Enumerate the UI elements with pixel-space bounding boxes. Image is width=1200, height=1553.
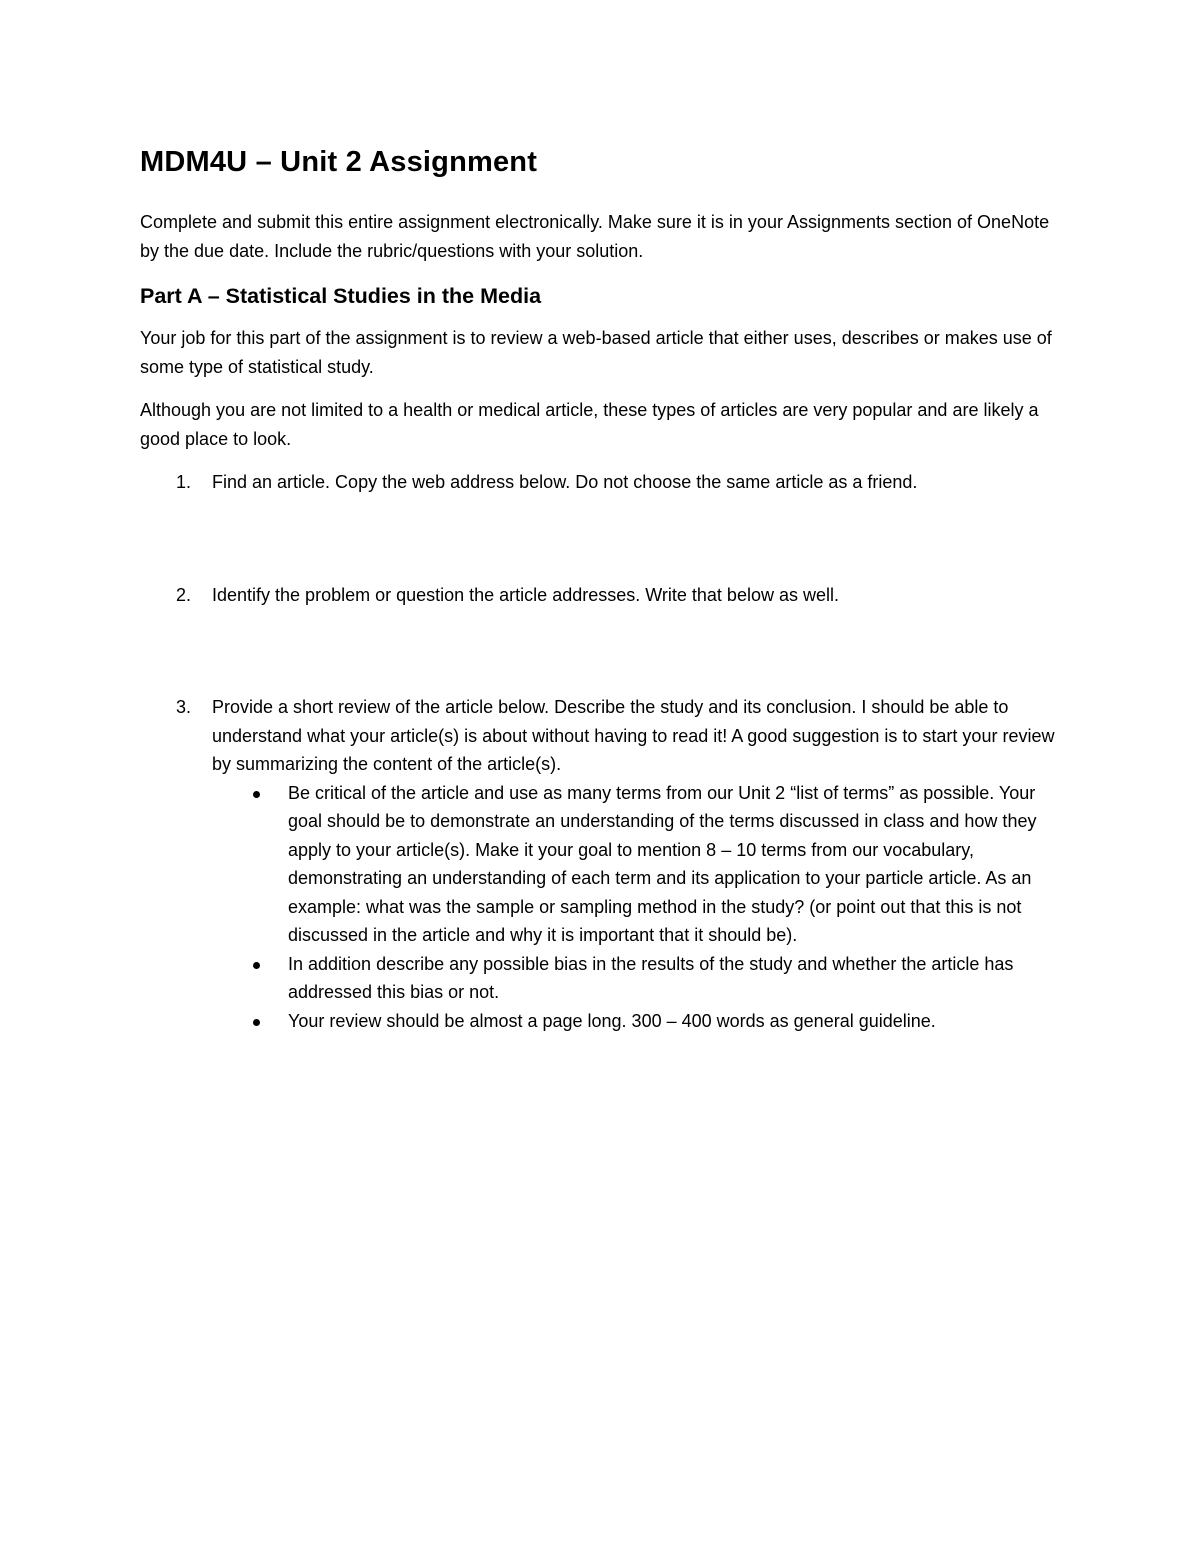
- bullet-item-1: [140, 779, 1060, 950]
- bullet-list: [212, 779, 1060, 1036]
- bullet-text: Be critical of the article and use as many terms from our Unit 2 “list of terms” as possible. Your goal should be to demonstrate an understanding of the terms discussed in class and how they apply to your article(s). Make it your goal to mention 8 – 10 terms from our vocabulary, demonstrating an understanding of each term and its application to your particle article. As an example: what was the sample or sampling method in the study? (or point out that this is not discussed in the article and why it is important that it should be).: [288, 782, 1037, 945]
- bullet-text: In addition describe any possible bias in the results of the study and whether the article has addressed this bias or not.: [288, 953, 1014, 1002]
- list-item-text: Identify the problem or question the article addresses. Write that below as well.: [212, 584, 839, 605]
- list-item-number: 1.: [176, 472, 192, 492]
- bullet-icon: [253, 962, 260, 969]
- part-a-paragraph-1: Your job for this part of the assignment is to review a web-based article that either uses, describes or makes use of some type of statistical study.: [140, 328, 1052, 377]
- bullet-item-2: [140, 950, 1060, 1007]
- numbered-list: [140, 468, 1060, 1035]
- document-title: MDM4U – Unit 2 Assignment: [140, 146, 538, 178]
- intro-paragraph: Complete and submit this entire assignment electronically. Make sure it is in your Assignments section of OneNote by the due date. Include the rubric/questions with your solution.: [140, 212, 1050, 261]
- list-item-text: Provide a short review of the article below. Describe the study and its conclusion. I should be able to understand what your article(s) is about without having to read it! A good suggestion is to start your review by summarizing the content of the article(s).: [212, 697, 1055, 774]
- list-item-number: 2.: [176, 584, 192, 605]
- document-content: [140, 140, 1060, 1035]
- part-a-heading: Part A – Statistical Studies in the Media: [140, 284, 542, 308]
- bullet-icon: [253, 791, 260, 798]
- bullet-icon: [253, 1019, 260, 1026]
- bullet-item-3: [140, 1007, 1060, 1036]
- part-a-paragraph-2: Although you are not limited to a health or medical article, these types of articles are very popular and are likely a good place to look.: [140, 400, 1039, 449]
- list-item-1: [140, 468, 1060, 497]
- list-item-2: [140, 581, 1060, 610]
- bullet-text: Your review should be almost a page long. 300 – 400 words as general guideline.: [288, 1010, 936, 1031]
- list-item-number: 3.: [176, 697, 192, 717]
- list-item-text: Find an article. Copy the web address below. Do not choose the same article as a friend.: [212, 472, 918, 492]
- list-item-3: [140, 693, 1060, 1035]
